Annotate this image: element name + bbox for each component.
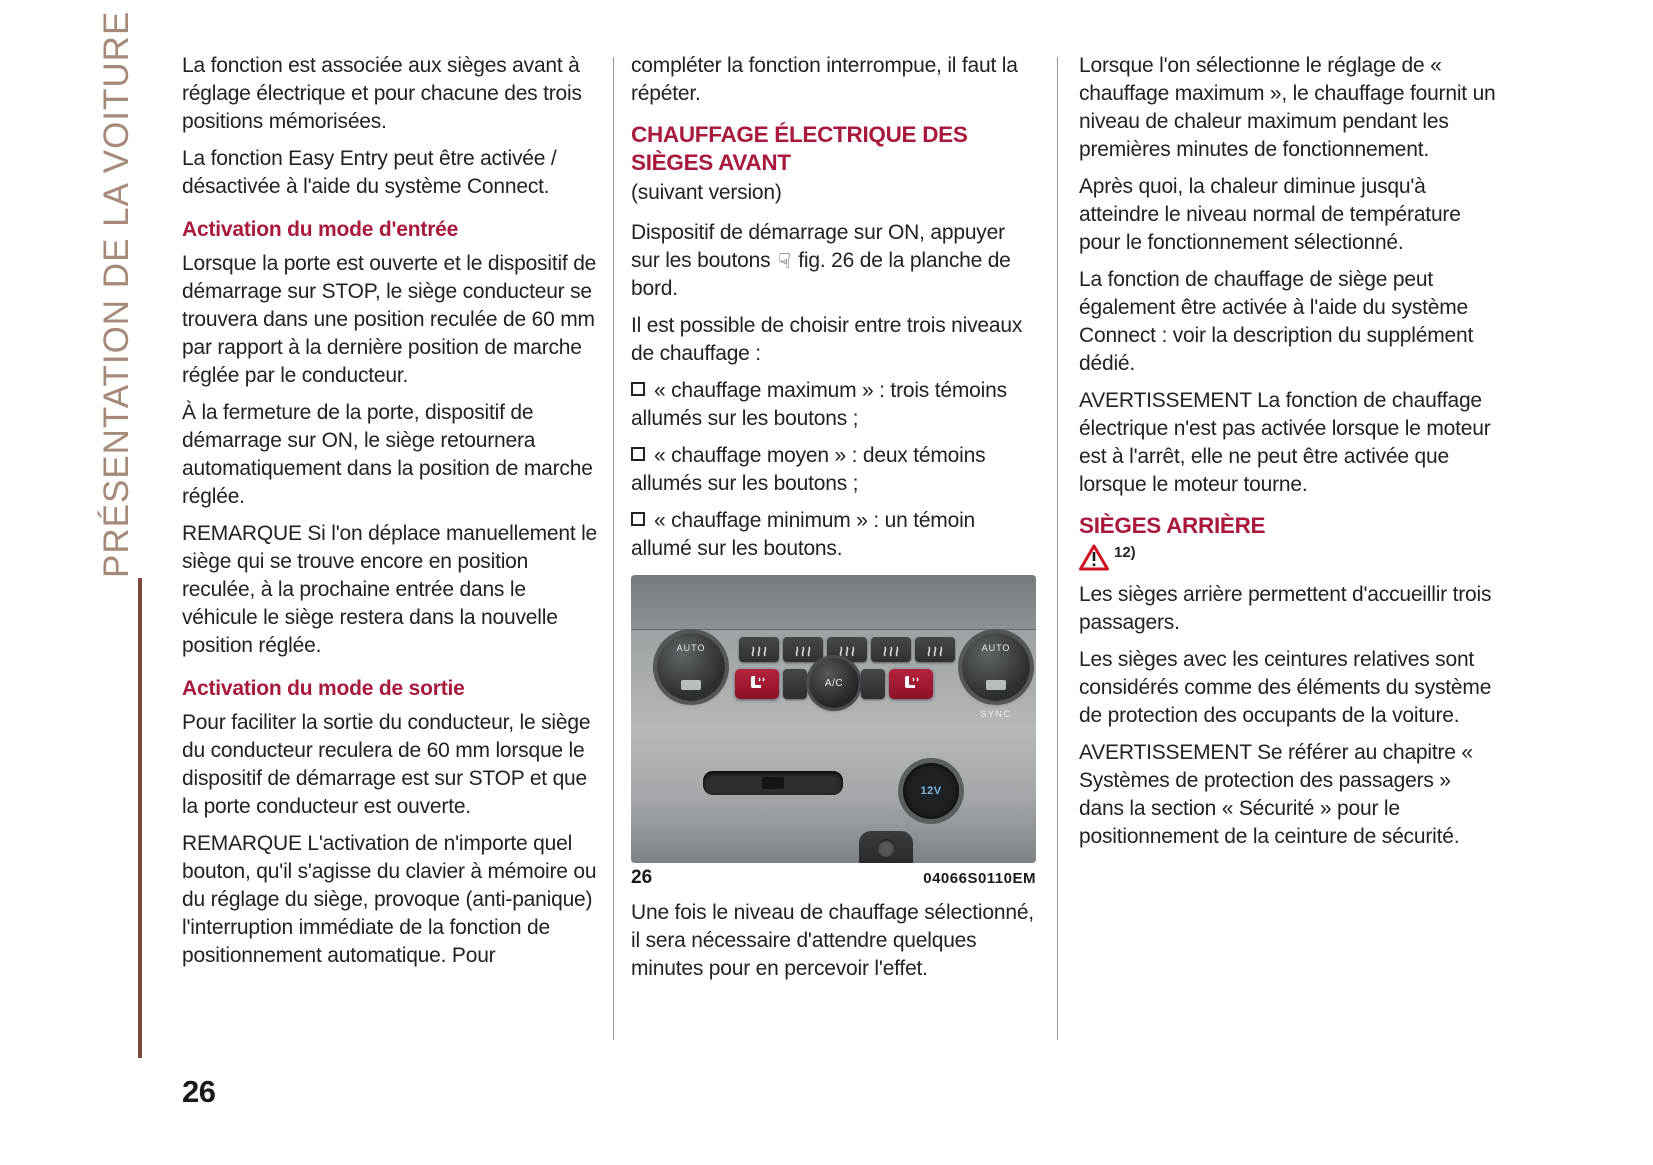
- right-temperature-knob: [962, 633, 1030, 701]
- airflow-icon: [881, 642, 901, 658]
- paragraph: Il est possible de choisir entre trois niveaux de chauffage :: [631, 314, 1023, 365]
- climate-button: [783, 669, 807, 699]
- section-heading: SIÈGES ARRIÈRE: [1079, 513, 1266, 538]
- section-heading: CHAUFFAGE ÉLECTRIQUE DES SIÈGES AVANT: [631, 122, 968, 175]
- sub-heading: Activation du mode de sortie: [182, 677, 465, 700]
- note-reference: 12): [1114, 544, 1136, 561]
- column-2: [631, 52, 1039, 992]
- rear-defrost-icon: [925, 642, 945, 658]
- climate-button: [739, 637, 779, 662]
- column-divider: [1057, 57, 1058, 1040]
- paragraph: À la fermeture de la porte, dispositif de démarrage sur ON, le siège retournera automatiquement dans la position de marche réglée.: [182, 401, 593, 508]
- left-temperature-knob: [657, 633, 725, 701]
- climate-button: [861, 669, 885, 699]
- paragraph: Les sièges avec les ceintures relatives sont considérés comme des éléments du système de protection des occupants de la voiture.: [1079, 648, 1492, 727]
- dashboard-upper-trim: [631, 575, 1036, 629]
- paragraph: AVERTISSEMENT Se référer au chapitre « Systèmes de protection des passagers » dans la section « Sécurité » pour le positionnement de la ceinture de sécurité.: [1079, 741, 1473, 848]
- paragraph: [631, 219, 1039, 303]
- slot-notch: [762, 777, 784, 789]
- press-button-icon: ☟: [778, 250, 791, 273]
- square-bullet: [631, 447, 645, 461]
- socket-label: 12V: [920, 785, 942, 797]
- selector-button: [877, 839, 895, 857]
- paragraph-text: Dispositif de démarrage sur ON, appuyer sur les boutons: [631, 221, 1005, 272]
- column-3: [1079, 52, 1499, 860]
- paragraph: Les sièges arrière permettent d'accueillir trois passagers.: [1079, 583, 1492, 634]
- paragraph: Après quoi, la chaleur diminue jusqu'à atteindre le niveau normal de température pour le fonctionnement sélectionné.: [1079, 175, 1461, 254]
- knob-display: [681, 680, 701, 690]
- paragraph: Une fois le niveau de chauffage sélectionné, il sera nécessaire d'attendre quelques minutes pour en percevoir l'effet.: [631, 901, 1034, 980]
- climate-button: [871, 637, 911, 662]
- list-item: [631, 442, 1039, 498]
- list-item: [631, 507, 1039, 563]
- heated-seat-right-button: [889, 669, 933, 699]
- heated-seat-icon: [901, 674, 921, 694]
- version-note: (suivant version): [631, 181, 782, 204]
- paragraph: Lorsque la porte est ouverte et le dispositif de démarrage sur STOP, le siège conducteur se trouvera dans une position reculée de 60 mm par rapport à la dernière position de marche réglée par le conducteur.: [182, 252, 597, 387]
- defrost-icon: [749, 642, 769, 658]
- column-divider: [613, 57, 614, 1040]
- power-socket-12v: [903, 763, 959, 819]
- figure-26-climate-panel: [631, 575, 1036, 863]
- paragraph: REMARQUE L'activation de n'importe quel bouton, qu'il s'agisse du clavier à mémoire ou du réglage du siège, provoque (anti-panique) l'interruption immédiate de la fonction de positionnement automatique. Pour: [182, 832, 597, 967]
- figure-number: 26: [631, 867, 653, 888]
- paragraph: La fonction de chauffage de siège peut également être activée à l'aide du système Connect : voir la description du supplément dédié.: [1079, 268, 1474, 375]
- storage-slot: [703, 771, 843, 795]
- auto-label: AUTO: [981, 643, 1011, 653]
- ac-knob: [809, 658, 859, 708]
- heated-seat-icon: [747, 674, 767, 694]
- gear-selector-partial: [859, 831, 913, 863]
- sub-heading: Activation du mode d'entrée: [182, 218, 459, 241]
- paragraph: Lorsque l'on sélectionne le réglage de « chauffage maximum », le chauffage fournit un niveau de chaleur maximum pendant les premières minutes de fonctionnement.: [1079, 54, 1496, 161]
- heated-seat-left-button: [735, 669, 779, 699]
- sync-label: SYNC: [980, 709, 1012, 719]
- warning-triangle-icon: [1079, 544, 1109, 571]
- knob-display: [986, 680, 1006, 690]
- paragraph: La fonction est associée aux sièges avant à réglage électrique et pour chacune des trois positions mémorisées.: [182, 54, 582, 133]
- page-number: 26: [182, 1074, 216, 1109]
- paragraph: AVERTISSEMENT La fonction de chauffage électrique n'est pas activée lorsque le moteur est à l'arrêt, elle ne peut être activée que lorsque le moteur tourne.: [1079, 389, 1491, 496]
- airflow-icon: [793, 642, 813, 658]
- ac-label: A/C: [824, 677, 844, 689]
- list-item-text: « chauffage maximum » : trois témoins allumés sur les boutons ;: [631, 379, 1007, 430]
- climate-button: [915, 637, 955, 662]
- paragraph-text: fig. 26 de la planche de bord.: [631, 249, 1011, 300]
- chapter-rule: [138, 578, 142, 1058]
- climate-button: [783, 637, 823, 662]
- list-item: [631, 377, 1039, 433]
- warning-note: [1079, 544, 1499, 571]
- list-item-text: « chauffage minimum » : un témoin allumé sur les boutons.: [631, 509, 976, 560]
- airflow-icon: [837, 642, 857, 658]
- square-bullet: [631, 512, 645, 526]
- paragraph: compléter la fonction interrompue, il faut la répéter.: [631, 54, 1018, 105]
- figure-caption: [631, 867, 1036, 889]
- paragraph: La fonction Easy Entry peut être activée / désactivée à l'aide du système Connect.: [182, 147, 557, 198]
- paragraph: Pour faciliter la sortie du conducteur, le siège du conducteur reculera de 60 mm lorsque le dispositif de démarrage est sur STOP et que la porte conducteur est ouverte.: [182, 711, 591, 818]
- list-item-text: « chauffage moyen » : deux témoins allumés sur les boutons ;: [631, 444, 986, 495]
- figure-code: 04066S0110EM: [923, 870, 1036, 887]
- auto-label: AUTO: [676, 643, 706, 653]
- column-1: [182, 52, 604, 979]
- chapter-title-vertical: PRÉSENTATION DE LA VOITURE: [97, 10, 136, 578]
- square-bullet: [631, 382, 645, 396]
- paragraph: REMARQUE Si l'on déplace manuellement le siège qui se trouve encore en position reculée, à la prochaine entrée dans le véhicule le siège restera dans la nouvelle position réglée.: [182, 522, 598, 657]
